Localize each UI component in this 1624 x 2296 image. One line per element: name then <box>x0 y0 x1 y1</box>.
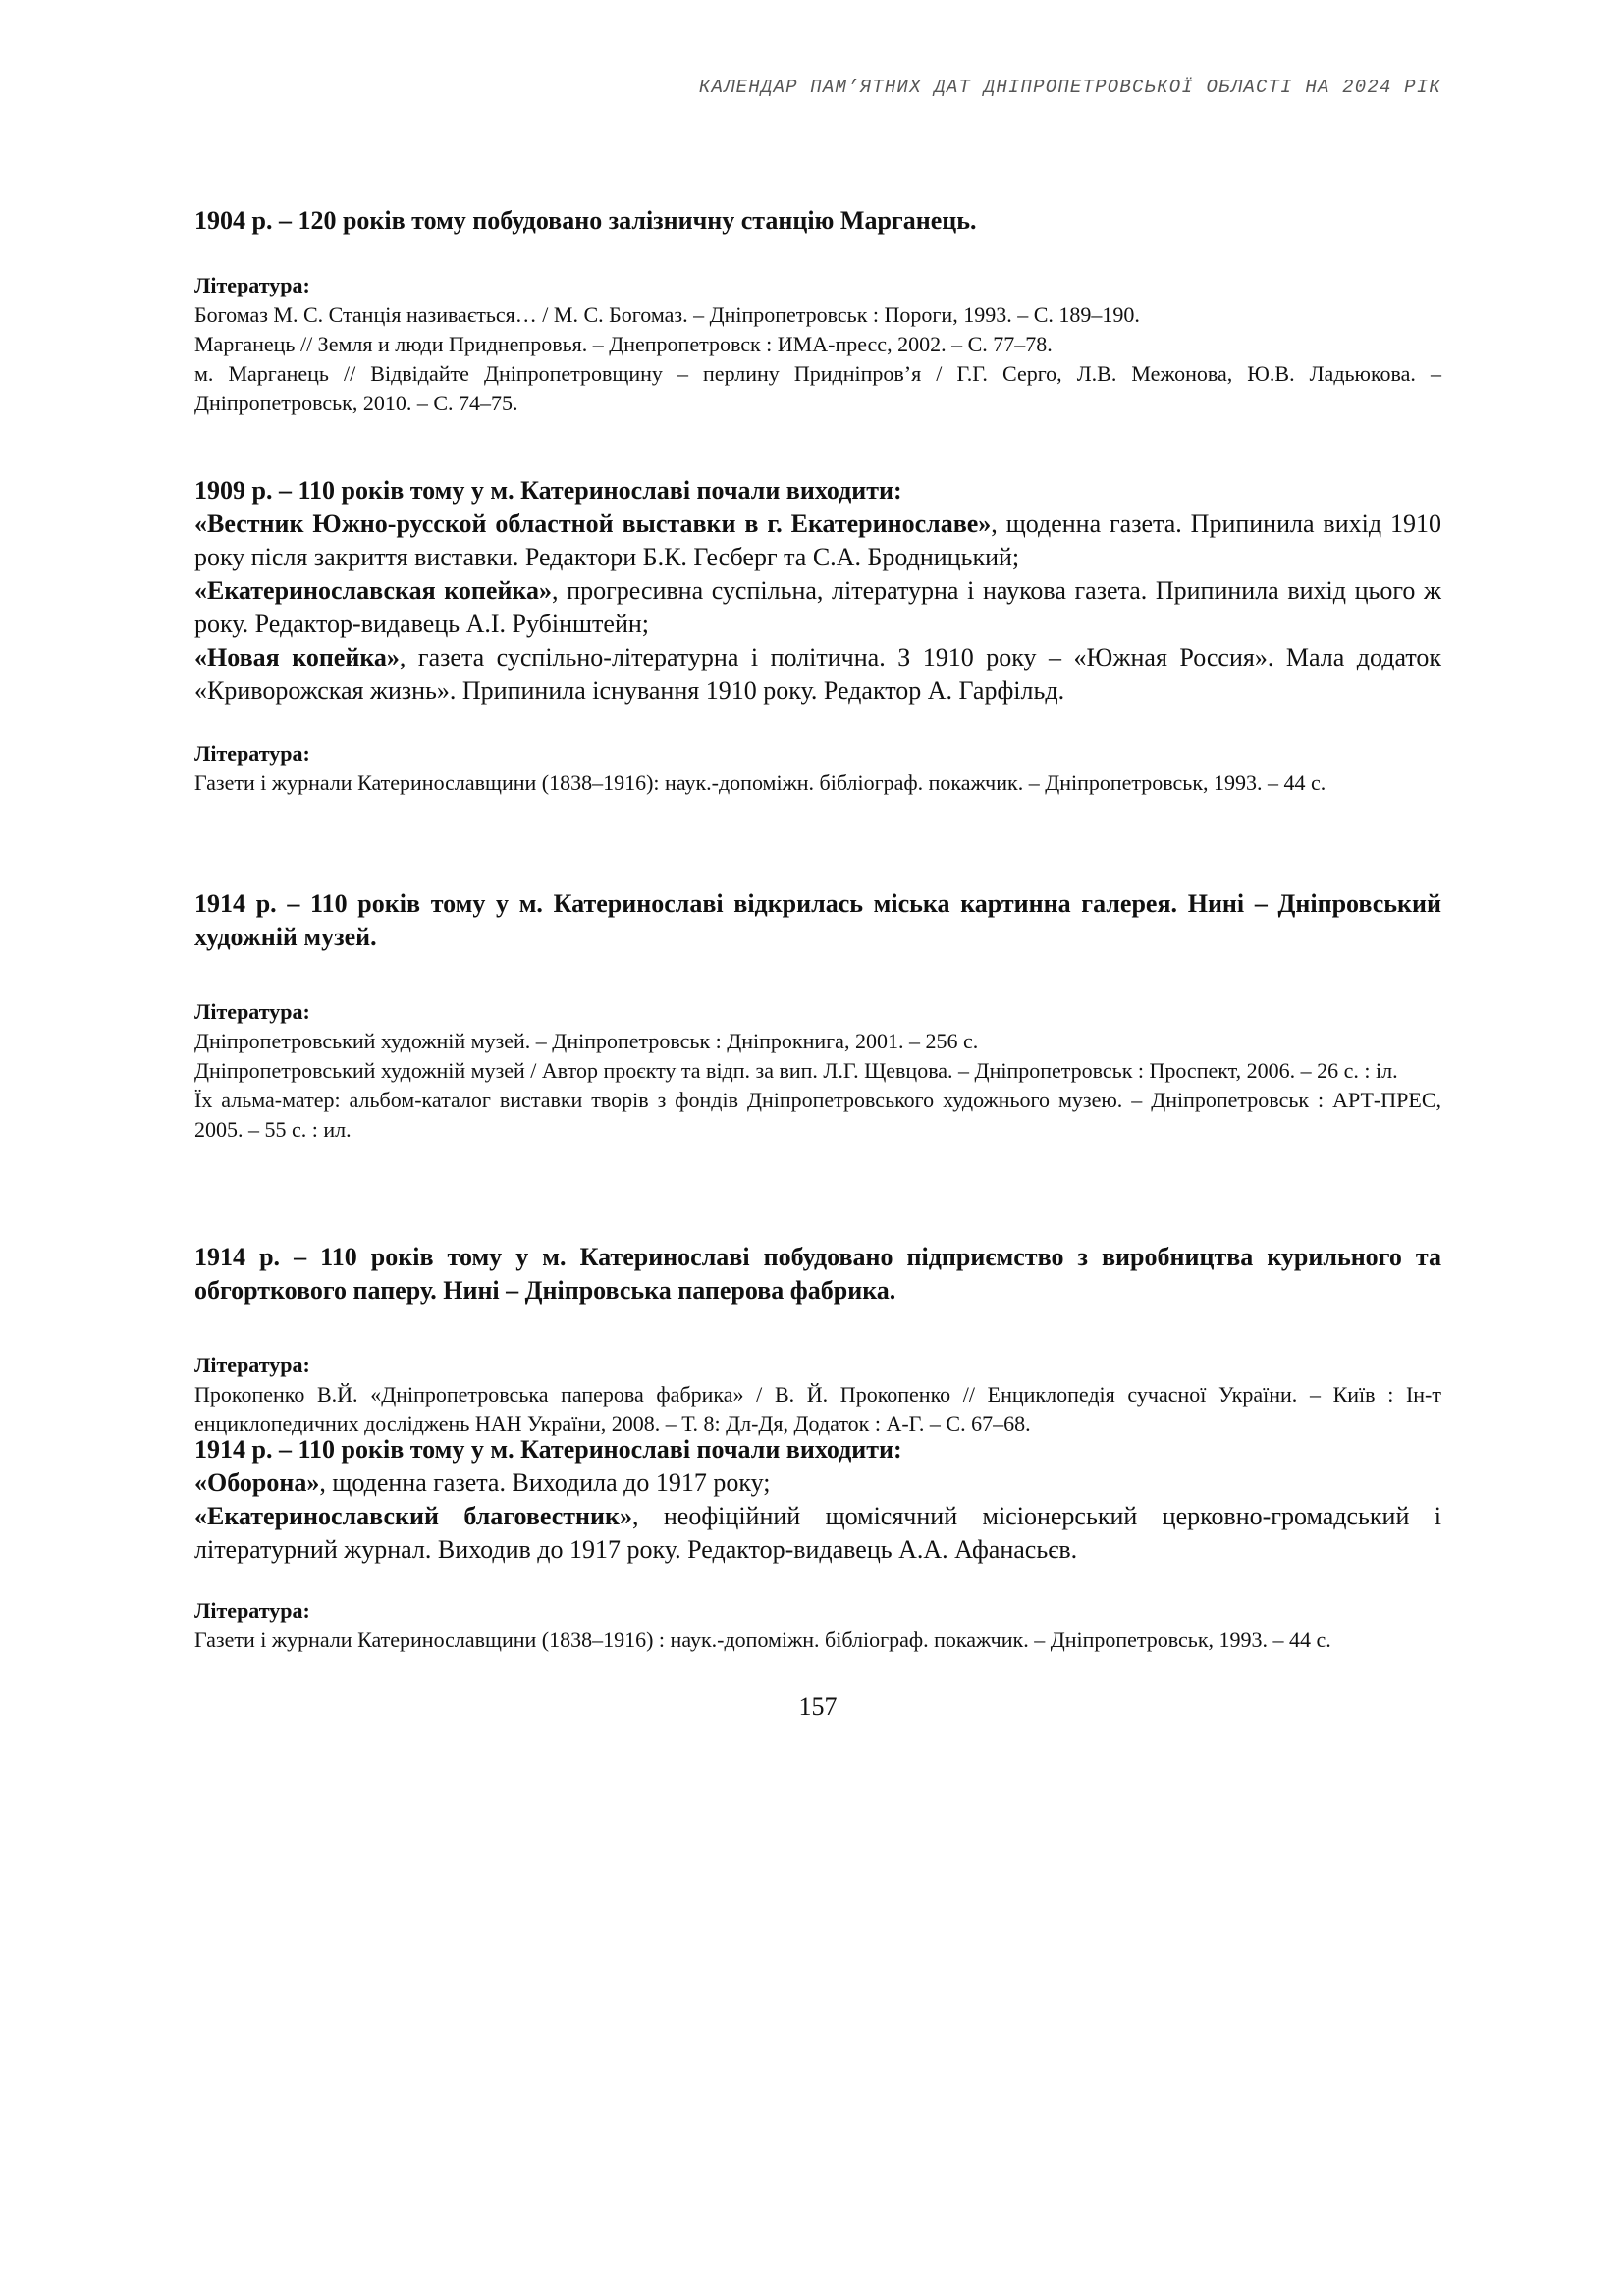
literature-item: Газети і журнали Катеринославщини (1838–1916): наук.-допоміжн. бібліограф. покажчик. – Дніпропетровськ, 1993. – 44 с. <box>194 771 1326 795</box>
literature-label: Література: <box>194 1598 310 1623</box>
publication-description: , щоденна газета. Припинила вихід 1910 року після закриття виставки. Редактори Б.К. Гесберг та С.А. Бродницький; <box>194 509 1441 571</box>
publication-description: , неофіційний щомісячний місіонерський церковно-громадський і літературний журнал. Виходив до 1917 року. Редактор-видавець А.А. Афанасьєв. <box>194 1502 1441 1564</box>
entry-heading: 1914 р. – 110 років тому у м. Катеринославі почали виходити: <box>194 1435 902 1464</box>
literature-item: Дніпропетровський художній музей. – Дніпропетровськ : Дніпрокнига, 2001. – 256 с. <box>194 1029 979 1053</box>
entry-heading: 1914 р. – 110 років тому у м. Катеринославі відкрилась міська картинна галерея. Нині – Дніпровський художній музей. <box>194 889 1441 951</box>
entry-heading: 1904 р. – 120 років тому побудовано залізничну станцію Марганець. <box>194 206 977 235</box>
literature-item: Дніпропетровський художній музей / Автор проєкту та відп. за вип. Л.Г. Щевцова. – Дніпропетровськ : Проспект, 2006. – 26 с. : іл. <box>194 1058 1398 1083</box>
entry-heading: 1914 р. – 110 років тому у м. Катеринославі побудовано підприємство з виробництва курильного та обгорткового паперу. Нині – Дніпровська паперова фабрика. <box>194 1243 1441 1305</box>
literature-label: Література: <box>194 273 310 297</box>
literature-item: Їх альма-матер: альбом-каталог виставки творів з фондів Дніпропетровського художнього музею. – Дніпропетровськ : АРТ-ПРЕС, 2005. – 55 с. : ил. <box>194 1088 1441 1142</box>
literature-item: Богомаз М. С. Станція називається… / М. С. Богомаз. – Дніпропетровськ : Пороги, 1993. – С. 189–190. <box>194 302 1140 327</box>
literature-item: м. Марганець // Відвідайте Дніпропетровщину – перлину Придніпров’я / Г.Г. Серго, Л.В. Межонова, Ю.В. Ладьюкова. – Дніпропетровськ, 2010. – С. 74–75. <box>194 361 1441 415</box>
publication-name: «Новая копейка» <box>194 643 400 671</box>
publication-description: , прогресивна суспільна, літературна і наукова газета. Припинила вихід цього ж року. Редактор-видавець А.І. Рубінштейн; <box>194 576 1441 638</box>
calendar-entry <box>194 887 1441 1145</box>
literature-label: Література: <box>194 999 310 1024</box>
literature-item: Марганець // Земля и люди Приднепровья. – Днепропетровск : ИМА-пресс, 2002. – С. 77–78. <box>194 332 1053 356</box>
calendar-entry <box>194 1433 1441 1655</box>
entry-heading: 1909 р. – 110 років тому у м. Катеринославі почали виходити: <box>194 476 902 505</box>
publication-item <box>194 641 1441 708</box>
literature-label: Література: <box>194 741 310 766</box>
publication-name: «Екатеринославская копейка» <box>194 576 553 605</box>
literature-label: Література: <box>194 1353 310 1377</box>
publication-item <box>194 1467 1441 1500</box>
calendar-entry <box>194 1241 1441 1439</box>
running-header: КАЛЕНДАР ПАМ’ЯТНИХ ДАТ ДНІПРОПЕТРОВСЬКОЇ ОБЛАСТІ НА 2024 РІК <box>698 77 1441 98</box>
literature-item: Газети і журнали Катеринославщини (1838–1916) : наук.-допоміжн. бібліограф. покажчик. – Дніпропетровськ, 1993. – 44 с. <box>194 1628 1331 1652</box>
publication-description: , щоденна газета. Виходила до 1917 року; <box>319 1468 771 1497</box>
publication-item <box>194 507 1441 574</box>
calendar-entry <box>194 204 1441 418</box>
publication-name: «Екатеринославский благовестник» <box>194 1502 632 1530</box>
literature-item: Прокопенко В.Й. «Дніпропетровська паперова фабрика» / В. Й. Прокопенко // Енциклопедія сучасної України. – Київ : Ін-т енциклопедичних досліджень НАН України, 2008. – Т. 8: Дл-Дя, Додаток : А-Г. – С. 67–68. <box>194 1382 1441 1436</box>
publication-item <box>194 1500 1441 1567</box>
publication-name: «Вестник Южно-русской областной выставки в г. Екатеринославе» <box>194 509 992 538</box>
publication-description: , газета суспільно-літературна і політична. З 1910 року – «Южная Россия». Мала додаток «Криворожская жизнь». Припинила існування 1910 року. Редактор А. Гарфільд. <box>194 643 1441 705</box>
page-number: 157 <box>798 1692 838 1721</box>
calendar-entry <box>194 474 1441 798</box>
publication-item <box>194 574 1441 641</box>
publication-name: «Оборона» <box>194 1468 320 1497</box>
